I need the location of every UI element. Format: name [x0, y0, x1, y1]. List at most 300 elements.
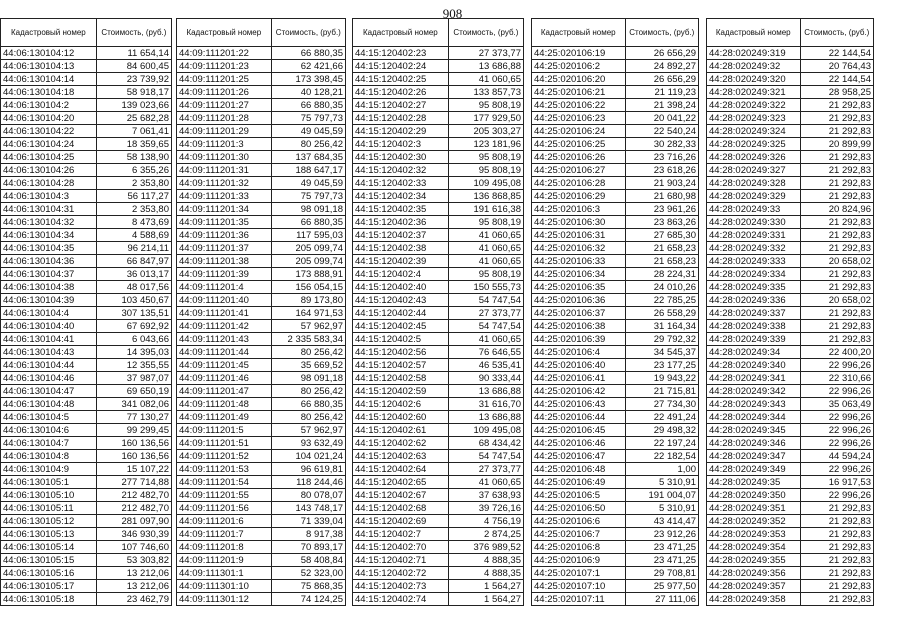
cost-cell: 84 600,45 [96, 60, 171, 73]
table-row [532, 541, 699, 554]
cost-cell: 13 686,88 [448, 385, 523, 398]
table-row [532, 229, 699, 242]
cost-cell: 52 323,00 [271, 567, 345, 580]
cadastral-number-cell: 44:09:111201:32 [177, 177, 272, 190]
table-row [353, 463, 524, 476]
cadastral-number-cell: 44:28:020249:341 [707, 372, 801, 385]
cadastral-number-cell: 44:25:020106:7 [532, 528, 626, 541]
table-row [707, 281, 874, 294]
cadastral-number-cell: 44:15:120402:28 [353, 112, 449, 125]
table-row [177, 385, 346, 398]
cadastral-number-cell: 44:06:130104:9 [1, 463, 97, 476]
table-row [353, 476, 524, 489]
cadastral-number-cell: 44:09:111201:28 [177, 112, 272, 125]
header-cadastral-number: Кадастровый номер [532, 19, 626, 47]
cost-cell: 29 498,32 [625, 424, 698, 437]
header-cost: Стоимость, (руб.) [448, 19, 523, 47]
cadastral-number-cell: 44:28:020249:343 [707, 398, 801, 411]
cost-cell: 95 808,19 [448, 216, 523, 229]
table-row [707, 320, 874, 333]
cost-cell: 24 892,27 [625, 60, 698, 73]
cadastral-number-cell: 44:09:111201:41 [177, 307, 272, 320]
cadastral-number-cell: 44:06:130105:17 [1, 580, 97, 593]
cadastral-number-cell: 44:09:111201:22 [177, 47, 272, 60]
cadastral-number-cell: 44:28:020249:356 [707, 567, 801, 580]
table-row [1, 138, 172, 151]
cadastral-number-cell: 44:25:020106:33 [532, 255, 626, 268]
table-row [1, 463, 172, 476]
cadastral-number-cell: 44:06:130104:43 [1, 346, 97, 359]
cadastral-number-cell: 44:25:020106:8 [532, 541, 626, 554]
table-row [707, 541, 874, 554]
cadastral-number-cell: 44:25:020106:50 [532, 502, 626, 515]
table-row [177, 424, 346, 437]
cadastral-number-cell: 44:28:020249:355 [707, 554, 801, 567]
table-row [532, 476, 699, 489]
table-row [177, 86, 346, 99]
table-row [177, 164, 346, 177]
cost-cell: 54 747,54 [448, 294, 523, 307]
cadastral-number-cell: 44:25:020106:4 [532, 346, 626, 359]
cadastral-number-cell: 44:06:130104:39 [1, 294, 97, 307]
cadastral-number-cell: 44:15:120402:39 [353, 255, 449, 268]
cost-cell: 41 060,65 [448, 73, 523, 86]
cadastral-number-cell: 44:25:020106:40 [532, 359, 626, 372]
cost-cell: 54 747,54 [448, 320, 523, 333]
cost-cell: 20 824,96 [800, 203, 873, 216]
table-row [1, 437, 172, 450]
cost-cell: 346 930,39 [96, 528, 171, 541]
cost-cell: 20 899,99 [800, 138, 873, 151]
cadastral-number-cell: 44:25:020106:31 [532, 229, 626, 242]
table-row [707, 229, 874, 242]
table-row [707, 385, 874, 398]
header-cost: Стоимость, (руб.) [800, 19, 873, 47]
cost-cell: 80 256,42 [271, 346, 345, 359]
cost-cell: 41 060,65 [448, 333, 523, 346]
cadastral-number-cell: 44:15:120402:7 [353, 528, 449, 541]
cost-cell: 66 847,97 [96, 255, 171, 268]
table-row [707, 554, 874, 567]
table-row [707, 411, 874, 424]
cost-cell: 49 045,59 [271, 177, 345, 190]
table-row [532, 281, 699, 294]
header-cadastral-number: Кадастровый номер [707, 19, 801, 47]
cadastral-number-cell: 44:28:020249:342 [707, 385, 801, 398]
cost-cell: 21 119,23 [625, 86, 698, 99]
cost-cell: 16 917,53 [800, 476, 873, 489]
cost-cell: 1 564,27 [448, 580, 523, 593]
table-row [353, 190, 524, 203]
cadastral-number-cell: 44:06:130104:14 [1, 73, 97, 86]
cadastral-number-cell: 44:06:130104:6 [1, 424, 97, 437]
cost-cell: 41 060,65 [448, 255, 523, 268]
table-row [353, 424, 524, 437]
cost-cell: 23 912,26 [625, 528, 698, 541]
cadastral-number-cell: 44:06:130104:31 [1, 203, 97, 216]
table-row [532, 86, 699, 99]
cost-cell: 21 292,83 [800, 242, 873, 255]
cost-cell: 21 292,83 [800, 593, 873, 606]
table-row [353, 281, 524, 294]
table-row [177, 294, 346, 307]
table-row [177, 593, 346, 606]
table-row [177, 502, 346, 515]
table-row [177, 554, 346, 567]
cost-cell: 95 808,19 [448, 268, 523, 281]
cost-cell: 160 136,56 [96, 450, 171, 463]
cost-cell: 2 874,25 [448, 528, 523, 541]
table-row [1, 333, 172, 346]
cost-cell: 15 107,22 [96, 463, 171, 476]
table-row [707, 567, 874, 580]
cadastral-number-cell: 44:28:020249:34 [707, 346, 801, 359]
cost-cell: 21 680,98 [625, 190, 698, 203]
cadastral-number-cell: 44:25:020106:43 [532, 398, 626, 411]
cadastral-number-cell: 44:09:111201:54 [177, 476, 272, 489]
cost-cell: 20 658,02 [800, 294, 873, 307]
table-row [532, 398, 699, 411]
cost-cell: 35 669,52 [271, 359, 345, 372]
cost-cell: 75 797,73 [271, 190, 345, 203]
cost-cell: 21 292,83 [800, 541, 873, 554]
cost-cell: 27 685,30 [625, 229, 698, 242]
cost-cell: 26 656,29 [625, 47, 698, 60]
cost-cell: 21 292,83 [800, 268, 873, 281]
cadastral-number-cell: 44:09:111201:44 [177, 346, 272, 359]
cost-cell: 98 091,18 [271, 372, 345, 385]
table-row [353, 580, 524, 593]
cadastral-number-cell: 44:06:130104:22 [1, 125, 97, 138]
cadastral-number-cell: 44:06:130104:47 [1, 385, 97, 398]
cadastral-number-cell: 44:09:111201:4 [177, 281, 272, 294]
cadastral-number-cell: 44:06:130104:12 [1, 47, 97, 60]
table-row [177, 476, 346, 489]
table-row [1, 216, 172, 229]
table-row [707, 242, 874, 255]
cost-cell: 40 128,21 [271, 86, 345, 99]
table-row [353, 99, 524, 112]
cadastral-number-cell: 44:28:020249:35 [707, 476, 801, 489]
cost-cell: 5 310,91 [625, 502, 698, 515]
table-row [1, 359, 172, 372]
cost-cell: 117 595,03 [271, 229, 345, 242]
table-row [353, 489, 524, 502]
cadastral-number-cell: 44:06:130104:7 [1, 437, 97, 450]
cost-cell: 2 353,80 [96, 203, 171, 216]
cost-cell: 58 408,84 [271, 554, 345, 567]
cadastral-number-cell: 44:06:130104:44 [1, 359, 97, 372]
table-row [353, 164, 524, 177]
cost-cell: 41 060,65 [448, 229, 523, 242]
cadastral-number-cell: 44:28:020249:358 [707, 593, 801, 606]
table-row [353, 203, 524, 216]
cost-cell: 96 619,81 [271, 463, 345, 476]
table-row [707, 593, 874, 606]
cadastral-number-cell: 44:06:130104:18 [1, 86, 97, 99]
cadastral-table-5 [706, 18, 874, 606]
table-row [707, 463, 874, 476]
cadastral-number-cell: 44:06:130104:4 [1, 307, 97, 320]
cadastral-number-cell: 44:06:130104:20 [1, 112, 97, 125]
cost-cell: 26 558,29 [625, 307, 698, 320]
cost-cell: 13 686,88 [448, 411, 523, 424]
cadastral-number-cell: 44:28:020249:321 [707, 86, 801, 99]
cost-cell: 80 256,42 [271, 411, 345, 424]
cost-cell: 62 421,66 [271, 60, 345, 73]
cadastral-number-cell: 44:25:020106:3 [532, 203, 626, 216]
cadastral-number-cell: 44:09:111201:37 [177, 242, 272, 255]
cost-cell: 90 333,44 [448, 372, 523, 385]
cadastral-number-cell: 44:25:020106:47 [532, 450, 626, 463]
table-row [1, 502, 172, 515]
cadastral-number-cell: 44:15:120402:70 [353, 541, 449, 554]
cost-cell: 23 863,26 [625, 216, 698, 229]
cost-cell: 12 355,55 [96, 359, 171, 372]
table-row [353, 151, 524, 164]
cadastral-number-cell: 44:09:111201:51 [177, 437, 272, 450]
table-row [353, 385, 524, 398]
cadastral-number-cell: 44:25:020106:2 [532, 60, 626, 73]
cadastral-number-cell: 44:06:130104:13 [1, 60, 97, 73]
cost-cell: 80 256,42 [271, 385, 345, 398]
cadastral-number-cell: 44:15:120402:24 [353, 60, 449, 73]
cost-cell: 21 903,24 [625, 177, 698, 190]
table-row [707, 164, 874, 177]
table-row [353, 567, 524, 580]
cost-cell: 13 212,06 [96, 580, 171, 593]
cost-cell: 21 658,23 [625, 255, 698, 268]
table-row [532, 268, 699, 281]
table-row [707, 216, 874, 229]
cost-cell: 34 545,37 [625, 346, 698, 359]
cadastral-number-cell: 44:09:111201:48 [177, 398, 272, 411]
cadastral-number-cell: 44:25:020106:46 [532, 437, 626, 450]
cadastral-number-cell: 44:28:020249:331 [707, 229, 801, 242]
cadastral-number-cell: 44:09:111201:30 [177, 151, 272, 164]
cadastral-number-cell: 44:25:020106:49 [532, 476, 626, 489]
cost-cell: 30 282,33 [625, 138, 698, 151]
cost-cell: 164 971,53 [271, 307, 345, 320]
cost-cell: 22 996,26 [800, 463, 873, 476]
cadastral-number-cell: 44:28:020249:323 [707, 112, 801, 125]
table-row [532, 424, 699, 437]
cadastral-number-cell: 44:28:020249:354 [707, 541, 801, 554]
cadastral-number-cell: 44:09:111201:49 [177, 411, 272, 424]
cost-cell: 22 996,26 [800, 489, 873, 502]
cadastral-number-cell: 44:06:130105:10 [1, 489, 97, 502]
table-row [1, 398, 172, 411]
cost-cell: 29 708,81 [625, 567, 698, 580]
cost-cell: 205 099,74 [271, 242, 345, 255]
table-row [353, 242, 524, 255]
cost-cell: 21 292,83 [800, 151, 873, 164]
table-row [1, 489, 172, 502]
cadastral-number-cell: 44:09:111301:10 [177, 580, 272, 593]
table-row [1, 372, 172, 385]
cost-cell: 22 996,26 [800, 437, 873, 450]
table-row [1, 112, 172, 125]
cadastral-number-cell: 44:15:120402:56 [353, 346, 449, 359]
table-row [1, 86, 172, 99]
cadastral-number-cell: 44:06:130105:14 [1, 541, 97, 554]
table-row [532, 372, 699, 385]
cadastral-number-cell: 44:15:120402:61 [353, 424, 449, 437]
cost-cell: 22 491,24 [625, 411, 698, 424]
cost-cell: 27 373,77 [448, 307, 523, 320]
cost-cell: 98 091,18 [271, 203, 345, 216]
cadastral-number-cell: 44:28:020249:328 [707, 177, 801, 190]
table-row [1, 255, 172, 268]
cost-cell: 143 748,17 [271, 502, 345, 515]
cadastral-number-cell: 44:06:130104:46 [1, 372, 97, 385]
cadastral-number-cell: 44:25:020106:39 [532, 333, 626, 346]
cadastral-number-cell: 44:25:020106:27 [532, 164, 626, 177]
cost-cell: 21 658,23 [625, 242, 698, 255]
table-row [353, 346, 524, 359]
cadastral-number-cell: 44:15:120402:35 [353, 203, 449, 216]
table-row [532, 320, 699, 333]
table-row [1, 528, 172, 541]
cadastral-number-cell: 44:09:111201:5 [177, 424, 272, 437]
cost-cell: 212 482,70 [96, 502, 171, 515]
table-row [532, 99, 699, 112]
table-row [177, 60, 346, 73]
table-row [707, 502, 874, 515]
table-row [353, 541, 524, 554]
table-row [177, 359, 346, 372]
cost-cell: 27 734,30 [625, 398, 698, 411]
cadastral-number-cell: 44:15:120402:60 [353, 411, 449, 424]
cost-cell: 281 097,90 [96, 515, 171, 528]
table-row [532, 346, 699, 359]
cadastral-number-cell: 44:25:020106:19 [532, 47, 626, 60]
cadastral-number-cell: 44:15:120402:64 [353, 463, 449, 476]
cadastral-number-cell: 44:25:020106:23 [532, 112, 626, 125]
cadastral-number-cell: 44:09:111201:53 [177, 463, 272, 476]
table-row [1, 99, 172, 112]
table-row [707, 580, 874, 593]
cost-cell: 205 303,27 [448, 125, 523, 138]
cadastral-number-cell: 44:28:020249:344 [707, 411, 801, 424]
cadastral-number-cell: 44:15:120402:4 [353, 268, 449, 281]
cost-cell: 74 124,25 [271, 593, 345, 606]
table-row [353, 593, 524, 606]
cost-cell: 21 292,83 [800, 502, 873, 515]
table-row [1, 229, 172, 242]
cost-cell: 21 292,83 [800, 307, 873, 320]
table-row [177, 242, 346, 255]
table-row [532, 112, 699, 125]
table-row [353, 73, 524, 86]
cadastral-number-cell: 44:15:120402:71 [353, 554, 449, 567]
cost-cell: 67 692,92 [96, 320, 171, 333]
cadastral-number-cell: 44:15:120402:27 [353, 99, 449, 112]
cadastral-number-cell: 44:06:130104:37 [1, 268, 97, 281]
cost-cell: 107 746,60 [96, 541, 171, 554]
cost-cell: 27 373,77 [448, 47, 523, 60]
cost-cell: 4 588,69 [96, 229, 171, 242]
cadastral-number-cell: 44:09:111201:36 [177, 229, 272, 242]
cadastral-number-cell: 44:28:020249:351 [707, 502, 801, 515]
cadastral-number-cell: 44:25:020106:44 [532, 411, 626, 424]
cost-cell: 1 564,27 [448, 593, 523, 606]
cost-cell: 26 656,29 [625, 73, 698, 86]
table-row [1, 424, 172, 437]
cost-cell: 23 618,26 [625, 164, 698, 177]
table-row [707, 450, 874, 463]
table-row [1, 567, 172, 580]
cost-cell: 57 962,97 [271, 424, 345, 437]
cost-cell: 23 961,26 [625, 203, 698, 216]
table-row [532, 437, 699, 450]
cost-cell: 43 414,47 [625, 515, 698, 528]
cost-cell: 6 043,66 [96, 333, 171, 346]
table-row [532, 307, 699, 320]
cost-cell: 41 060,65 [448, 242, 523, 255]
cadastral-number-cell: 44:06:130104:41 [1, 333, 97, 346]
cadastral-number-cell: 44:06:130104:34 [1, 229, 97, 242]
cadastral-number-cell: 44:06:130105:16 [1, 567, 97, 580]
cost-cell: 21 292,83 [800, 281, 873, 294]
table-row [177, 346, 346, 359]
cost-cell: 8 473,69 [96, 216, 171, 229]
table-row [353, 47, 524, 60]
cadastral-number-cell: 44:09:111201:3 [177, 138, 272, 151]
table-row [353, 60, 524, 73]
cadastral-number-cell: 44:25:020106:9 [532, 554, 626, 567]
cost-cell: 21 292,83 [800, 320, 873, 333]
table-row [1, 294, 172, 307]
cadastral-number-cell: 44:09:111201:29 [177, 125, 272, 138]
cadastral-number-cell: 44:09:111201:25 [177, 73, 272, 86]
cadastral-number-cell: 44:06:130104:38 [1, 281, 97, 294]
table-row [532, 242, 699, 255]
cost-cell: 75 797,73 [271, 112, 345, 125]
cadastral-number-cell: 44:15:120402:57 [353, 359, 449, 372]
table-row [177, 229, 346, 242]
cost-cell: 2 353,80 [96, 177, 171, 190]
cadastral-number-cell: 44:15:120402:23 [353, 47, 449, 60]
table-row [707, 138, 874, 151]
table-row [177, 450, 346, 463]
table-row [1, 515, 172, 528]
table-row [177, 268, 346, 281]
table-row [707, 528, 874, 541]
cadastral-number-cell: 44:28:020249:322 [707, 99, 801, 112]
cadastral-number-cell: 44:28:020249:340 [707, 359, 801, 372]
cadastral-number-cell: 44:09:111301:1 [177, 567, 272, 580]
table-row [532, 463, 699, 476]
cost-cell: 95 808,19 [448, 164, 523, 177]
cost-cell: 21 292,83 [800, 554, 873, 567]
cost-cell: 173 888,91 [271, 268, 345, 281]
cadastral-number-cell: 44:06:130104:8 [1, 450, 97, 463]
cost-cell: 23 462,79 [96, 593, 171, 606]
cost-cell: 191 616,38 [448, 203, 523, 216]
cadastral-number-cell: 44:15:120402:37 [353, 229, 449, 242]
table-row [353, 138, 524, 151]
table-row [177, 489, 346, 502]
cost-cell: 35 063,49 [800, 398, 873, 411]
cost-cell: 20 658,02 [800, 255, 873, 268]
table-row [177, 125, 346, 138]
table-row [177, 281, 346, 294]
table-row [532, 60, 699, 73]
cadastral-number-cell: 44:06:130104:36 [1, 255, 97, 268]
table-row [532, 528, 699, 541]
cost-cell: 37 987,07 [96, 372, 171, 385]
